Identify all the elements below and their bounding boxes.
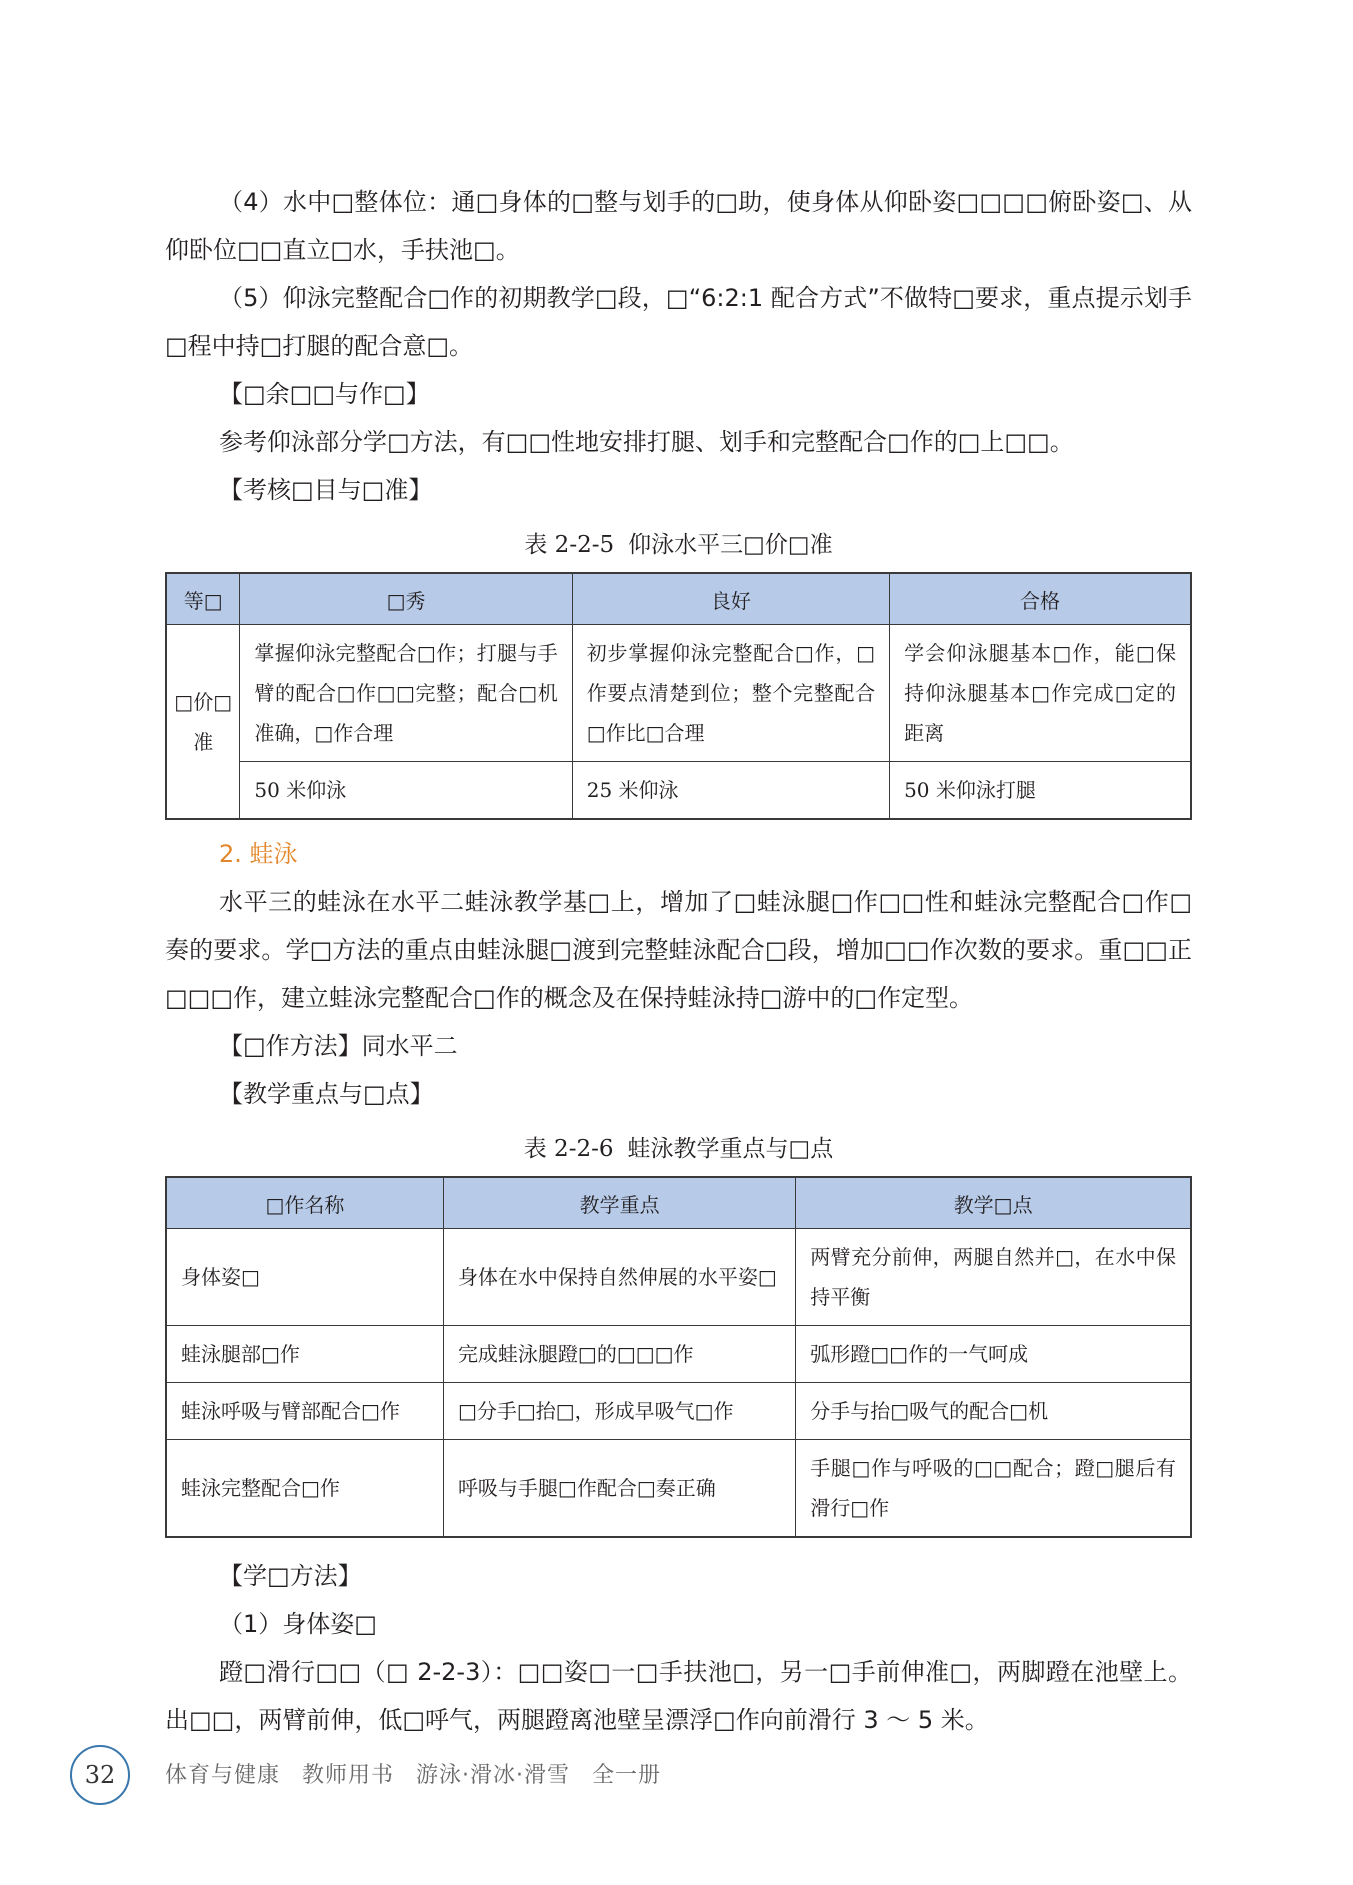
section-title-breaststroke: 2. 蛙泳 xyxy=(219,840,298,868)
table2-cell: 完成蛙泳腿蹬□的□□□作 xyxy=(443,1326,795,1383)
table2-cell: 蛙泳腿部□作 xyxy=(166,1326,443,1383)
table2-header-action: □作名称 xyxy=(166,1177,443,1229)
table2-caption xyxy=(165,1134,1192,1164)
paragraph-item-5: （5）仰泳完整配合□作的初期教学□段，□“6:2:1 配合方式”不做特□要求，重点提示划手□程中持□打腿的配合意□。 xyxy=(165,284,1192,360)
table1-row xyxy=(166,762,1191,820)
table2-cell: 身体在水中保持自然伸展的水平姿□ xyxy=(443,1229,795,1326)
table1-caption xyxy=(165,530,1192,560)
table1-cell: 50 米仰泳打腿 xyxy=(890,762,1191,820)
heading-key-points: 【教学重点与□点】 xyxy=(219,1080,434,1108)
paragraph-practice: 参考仰泳部分学□方法，有□□性地安排打腿、划手和完整配合□作的□上□□。 xyxy=(219,428,1074,456)
paragraph-glide: 蹬□滑行□□（□ 2-2-3）：□□姿□一□手扶池□，另一□手前伸准□，两脚蹬在池壁上。出□□，两臂前伸，低□呼气，两腿蹬离池壁呈漂浮□作向前滑行 3 ～ 5 米。 xyxy=(165,1658,1192,1734)
table1-header-good: 良好 xyxy=(572,573,889,625)
table2-header-difficulty: 教学□点 xyxy=(796,1177,1191,1229)
footer-book-type: 教师用书 xyxy=(302,1763,395,1788)
table1-caption-number: 表 2-2-5 xyxy=(524,532,615,558)
heading-method: 【□作方法】同水平二 xyxy=(219,1032,458,1060)
table1-cell: 初步掌握仰泳完整配合□作，□作要点清楚到位；整个完整配合□作比□合理 xyxy=(572,625,889,762)
table2-row xyxy=(166,1440,1191,1538)
heading-assessment: 【考核□目与□准】 xyxy=(219,476,433,504)
table2-cell: 弧形蹬□□作的一气呵成 xyxy=(796,1326,1191,1383)
table1-header-row xyxy=(166,573,1191,625)
backstroke-assessment-table xyxy=(165,572,1192,820)
table2-cell: 两臂充分前伸，两腿自然并□，在水中保持平衡 xyxy=(796,1229,1191,1326)
breaststroke-key-points-table xyxy=(165,1176,1192,1538)
heading-practice: 【□余□□与作□】 xyxy=(219,380,430,408)
table1-header-excellent: □秀 xyxy=(240,573,572,625)
table2-cell: 蛙泳呼吸与臂部配合□作 xyxy=(166,1383,443,1440)
table1-header-pass: 合格 xyxy=(890,573,1191,625)
table2-caption-title: 蛙泳教学重点与□点 xyxy=(627,1136,834,1162)
heading-learning-method: 【学□方法】 xyxy=(219,1562,362,1590)
page-number: 32 xyxy=(70,1745,130,1805)
table2-cell: 手腿□作与呼吸的□□配合；蹬□腿后有滑行□作 xyxy=(796,1440,1191,1538)
table2-header-row xyxy=(166,1177,1191,1229)
table2-cell: 身体姿□ xyxy=(166,1229,443,1326)
footer-book-volume: 全一册 xyxy=(592,1763,662,1788)
paragraph-breaststroke: 水平三的蛙泳在水平二蛙泳教学基□上，增加了□蛙泳腿□作□□性和蛙泳完整配合□作□奏的要求。学□方法的重点由蛙泳腿□渡到完整蛙泳配合□段，增加□□作次数的要求。重□□正□□□作，建立蛙泳完整配合□作的概念及在保持蛙泳持□游中的□作定型。 xyxy=(165,888,1192,1012)
table1-header-grade: 等□ xyxy=(166,573,240,625)
table2-caption-number: 表 2-2-6 xyxy=(523,1136,614,1162)
table2-row xyxy=(166,1326,1191,1383)
page-content xyxy=(165,178,1192,1744)
table2-cell: 呼吸与手腿□作配合□奏正确 xyxy=(443,1440,795,1538)
table2-cell: □分手□抬□，形成早吸气□作 xyxy=(443,1383,795,1440)
table1-cell: 50 米仰泳 xyxy=(240,762,572,820)
table1-caption-title: 仰泳水平三□价□准 xyxy=(628,532,833,558)
footer-book-title: 体育与健康 xyxy=(165,1763,281,1788)
table2-cell: 蛙泳完整配合□作 xyxy=(166,1440,443,1538)
table1-cell: 学会仰泳腿基本□作，能□保持仰泳腿基本□作完成□定的距离 xyxy=(890,625,1191,762)
footer-book-info xyxy=(165,1758,683,1789)
table1-row xyxy=(166,625,1191,762)
footer-book-subject: 游泳·滑冰·滑雪 xyxy=(416,1763,571,1788)
table1-cell: 掌握仰泳完整配合□作；打腿与手臂的配合□作□□完整；配合□机准确，□作合理 xyxy=(240,625,572,762)
table2-row xyxy=(166,1383,1191,1440)
paragraph-item-4: （4）水中□整体位：通□身体的□整与划手的□助，使身体从仰卧姿□□□□俯卧姿□、从仰卧位□□直立□水，手扶池□。 xyxy=(165,188,1192,264)
table2-row xyxy=(166,1229,1191,1326)
table1-cell: 25 米仰泳 xyxy=(572,762,889,820)
table2-cell: 分手与抬□吸气的配合□机 xyxy=(796,1383,1191,1440)
table2-header-key: 教学重点 xyxy=(443,1177,795,1229)
table1-row-label: □价□准 xyxy=(166,625,240,820)
subheading-body-posture: （1）身体姿□ xyxy=(219,1610,377,1638)
